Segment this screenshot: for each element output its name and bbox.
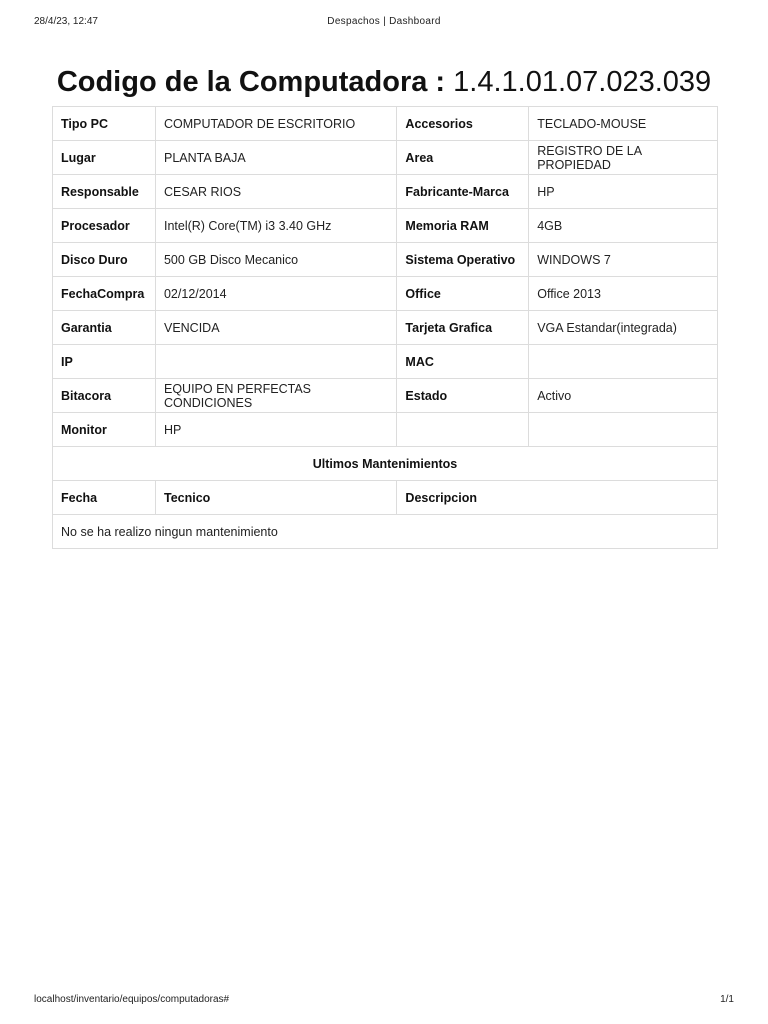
table-row [53,141,718,175]
computer-code: 1.4.1.01.07.023.039 [453,66,712,98]
table-row [53,345,718,379]
value-disco-duro: 500 GB Disco Mecanico [155,243,396,277]
value-garantia: VENCIDA [155,311,396,345]
table-row [53,107,718,141]
label-estado: Estado [397,379,529,413]
page-title-label: Codigo de la Computadora : [56,66,446,98]
label-tarjeta-grafica: Tarjeta Grafica [397,311,529,345]
value-tarjeta-grafica: VGA Estandar(integrada) [529,311,718,345]
maintenance-empty-message: No se ha realizo ningun mantenimiento [53,515,718,549]
value-responsable: CESAR RIOS [155,175,396,209]
value-monitor: HP [155,413,396,447]
maintenance-header-descripcion: Descripcion [397,481,718,515]
print-timestamp: 28/4/23, 12:47 [34,16,98,27]
table-row [53,379,718,413]
maintenance-header-fecha: Fecha [53,481,156,515]
value-estado: Activo [529,379,718,413]
label-lugar: Lugar [53,141,156,175]
label-sistema-operativo: Sistema Operativo [397,243,529,277]
value-memoria-ram: 4GB [529,209,718,243]
label-tipo-pc: Tipo PC [53,107,156,141]
label-bitacora: Bitacora [53,379,156,413]
print-url: localhost/inventario/equipos/computadoras# [34,994,230,1005]
label-ip: IP [53,345,156,379]
print-footer [0,994,768,1010]
table-row [53,175,718,209]
value-ip [155,345,396,379]
table-row [53,243,718,277]
table-row [53,311,718,345]
label-mac: MAC [397,345,529,379]
label-procesador: Procesador [53,209,156,243]
label-area: Area [397,141,529,175]
label-office: Office [397,277,529,311]
label-garantia: Garantia [53,311,156,345]
label-fabricante-marca: Fabricante-Marca [397,175,529,209]
label-disco-duro: Disco Duro [53,243,156,277]
table-row [53,209,718,243]
empty-cell [529,413,718,447]
table-row [53,413,718,447]
value-fecha-compra: 02/12/2014 [155,277,396,311]
value-area: REGISTRO DE LA PROPIEDAD [529,141,718,175]
value-procesador: Intel(R) Core(TM) i3 3.40 GHz [155,209,396,243]
label-monitor: Monitor [53,413,156,447]
empty-cell [397,413,529,447]
label-responsable: Responsable [53,175,156,209]
label-fecha-compra: FechaCompra [53,277,156,311]
print-header [0,16,768,32]
maintenance-title: Ultimos Mantenimientos [53,447,718,481]
print-page-title: Despachos | Dashboard [327,16,441,27]
maintenance-header-row [53,481,718,515]
label-memoria-ram: Memoria RAM [397,209,529,243]
value-fabricante-marca: HP [529,175,718,209]
value-office: Office 2013 [529,277,718,311]
value-bitacora: EQUIPO EN PERFECTAS CONDICIONES [155,379,396,413]
value-mac [529,345,718,379]
value-accesorios: TECLADO-MOUSE [529,107,718,141]
computer-details-table [52,106,718,549]
value-sistema-operativo: WINDOWS 7 [529,243,718,277]
value-tipo-pc: COMPUTADOR DE ESCRITORIO [155,107,396,141]
maintenance-empty-row [53,515,718,549]
maintenance-title-row [53,447,718,481]
page-title [0,64,768,100]
value-lugar: PLANTA BAJA [155,141,396,175]
page-number: 1/1 [720,994,734,1005]
maintenance-header-tecnico: Tecnico [155,481,396,515]
table-row [53,277,718,311]
label-accesorios: Accesorios [397,107,529,141]
